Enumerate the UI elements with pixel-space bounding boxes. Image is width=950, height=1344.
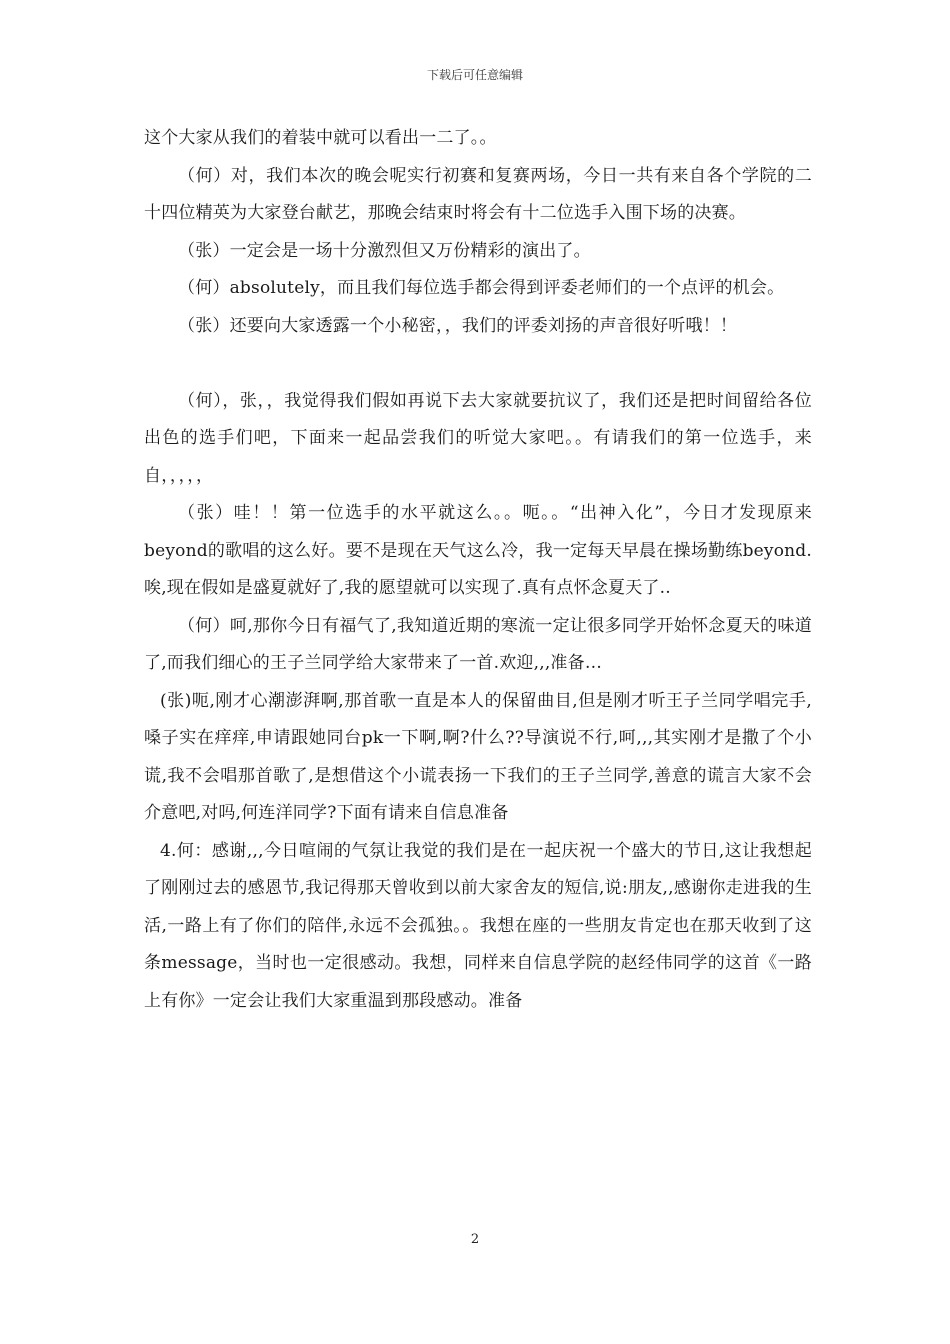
paragraph: （张）哇！！第一位选手的水平就这么。。呃。。“出神入化”，今日才发现原来beyond的歌唱的这么好。要不是现在天气这么冷，我一定每天早晨在操场勤练beyond.唉,现在假如是盛夏就好了,我的愿望就可以实现了.真有点怀念夏天了..	[144, 503, 812, 598]
blank-line	[144, 345, 812, 383]
paragraph: （何）对，我们本次的晚会呢实行初赛和复赛两场，今日一共有来自各个学院的二十四位精英为大家登台献艺，那晚会结束时将会有十二位选手入围下场的决赛。	[144, 165, 812, 223]
paragraph: 这个大家从我们的着装中就可以看出一二了。。	[144, 128, 497, 148]
paragraph: （张）还要向大家透露一个小秘密，，我们的评委刘扬的声音很好听哦！！	[178, 315, 738, 336]
paragraph: （张）一定会是一场十分激烈但又万份精彩的演出了。	[178, 240, 591, 261]
paragraph: 4.何：感谢,,,今日喧闹的气氛让我觉的我们是在一起庆祝一个盛大的节日,这让我想起了刚刚过去的感恩节,我记得那天曾收到以前大家舍友的短信,说:朋友,,感谢你走进我的生活,一路上有了你们的陪伴,永远不会孤独。。我想在座的一些朋友肯定也在那天收到了这条message，当时也一定很感动。我想，同样来自信息学院的赵经伟同学的这首《一路上有你》一定会让我们大家重温到那段感动。准备	[144, 840, 812, 1011]
document-body	[144, 120, 812, 1020]
page-header: 下载后可任意编辑	[426, 68, 523, 82]
paragraph: (张)呃,刚才心潮澎湃啊,那首歌一直是本人的保留曲目,但是刚才听王子兰同学唱完手,嗓子实在痒痒,申请跟她同台pk一下啊,啊?什么??导演说不行,呵,,,其实刚才是撒了个小谎,我不会唱那首歌了,是想借这个小谎表扬一下我们的王子兰同学,善意的谎言大家不会介意吧,对吗,何连洋同学?下面有请来自信息准备	[144, 690, 812, 823]
paragraph: （何），张，，我觉得我们假如再说下去大家就要抗议了，我们还是把时间留给各位出色的选手们吧，下面来一起品尝我们的听觉大家吧。。有请我们的第一位选手，来自，，，，，	[144, 390, 812, 486]
paragraph: （何）呵,那你今日有福气了,我知道近期的寒流一定让很多同学开始怀念夏天的味道了,而我们细心的王子兰同学给大家带来了一首.欢迎,,,准备…	[144, 615, 812, 673]
page-number: 2	[470, 1232, 480, 1247]
paragraph: （何）absolutely，而且我们每位选手都会得到评委老师们的一个点评的机会。	[178, 278, 785, 298]
